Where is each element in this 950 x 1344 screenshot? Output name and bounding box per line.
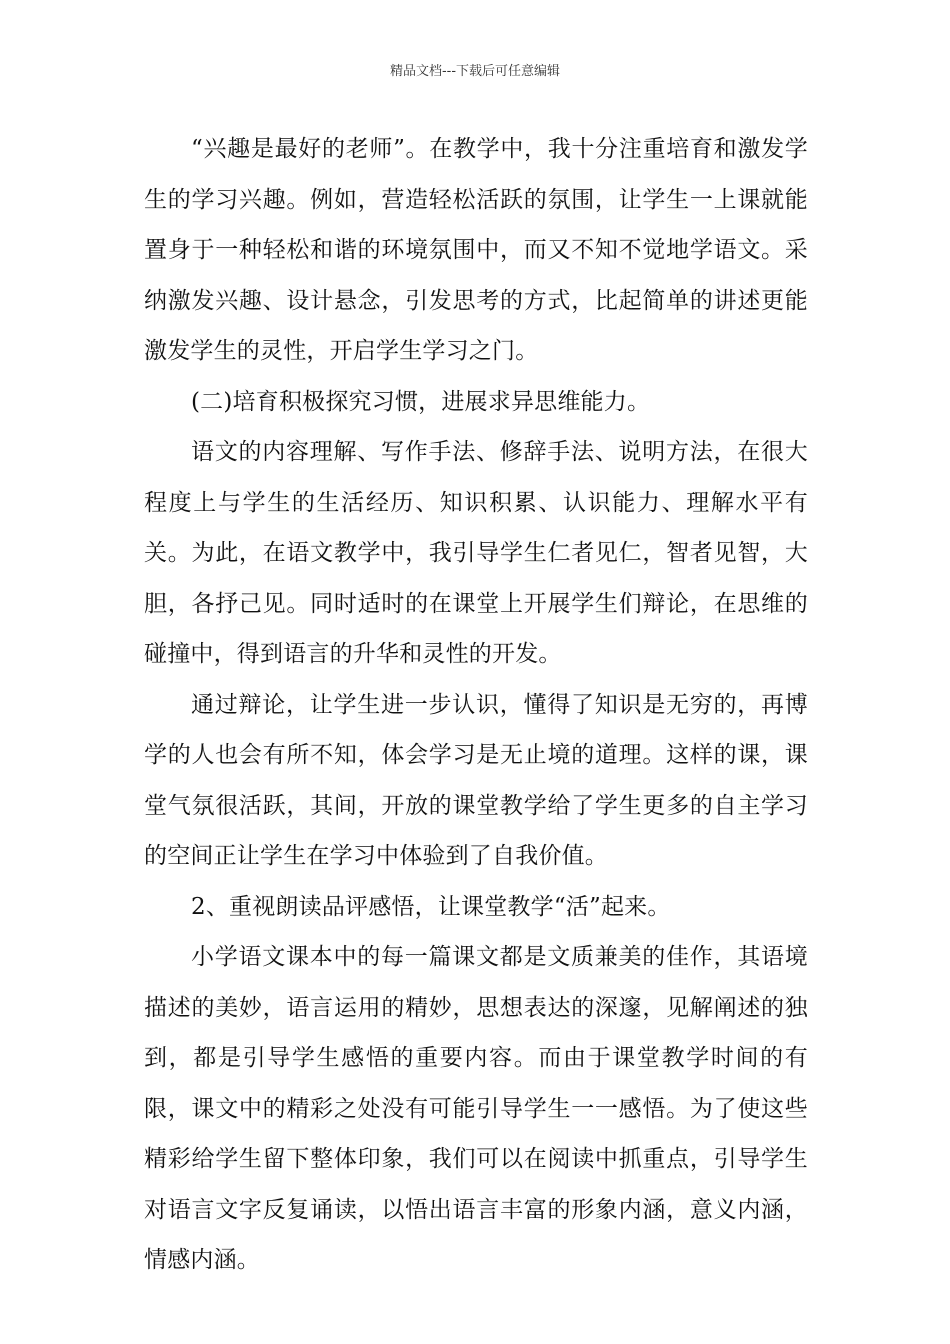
paragraph-debate: 通过辩论，让学生进一步认识，懂得了知识是无穷的，再博学的人也会有所不知，体会学习是无止境的道理。这样的课，课堂气氛很活跃，其间，开放的课堂教学给了学生更多的自主学习的空间正让学生在学习中体验到了自我价值。 <box>144 691 808 869</box>
section-heading-inquiry: (二)培育积极探究习惯，进展求异思维能力。 <box>191 388 651 415</box>
section-heading-reading: 2、重视朗读品评感悟，让课堂教学“活”起来。 <box>191 893 671 920</box>
page-header: 精品文档---下载后可任意编辑 <box>389 64 561 79</box>
document-body <box>144 124 808 1286</box>
paragraph-comprehension: 语文的内容理解、写作手法、修辞手法、说明方法，在很大程度上与学生的生活经历、知识积累、认识能力、理解水平有关。为此，在语文教学中，我引导学生仁者见仁，智者见智，大胆，各抒己见。同时适时的在课堂上开展学生们辩论，在思维的碰撞中，得到语言的升华和灵性的开发。 <box>144 439 808 667</box>
paragraph-textbook: 小学语文课本中的每一篇课文都是文质兼美的佳作，其语境描述的美妙，语言运用的精妙，思想表达的深邃，见解阐述的独到，都是引导学生感悟的重要内容。而由于课堂教学时间的有限，课文中的精彩之处没有可能引导学生一一感悟。为了使这些精彩给学生留下整体印象，我们可以在阅读中抓重点，引导学生对语言文字反复诵读，以悟出语言丰富的形象内涵，意义内涵，情感内涵。 <box>144 944 808 1273</box>
paragraph-interest: “兴趣是最好的老师”。在教学中，我十分注重培育和激发学生的学习兴趣。例如，营造轻松活跃的氛围，让学生一上课就能置身于一种轻松和谐的环境氛围中，而又不知不觉地学语文。采纳激发兴趣、设计悬念，引发思考的方式，比起简单的讲述更能激发学生的灵性，开启学生学习之门。 <box>144 136 808 364</box>
